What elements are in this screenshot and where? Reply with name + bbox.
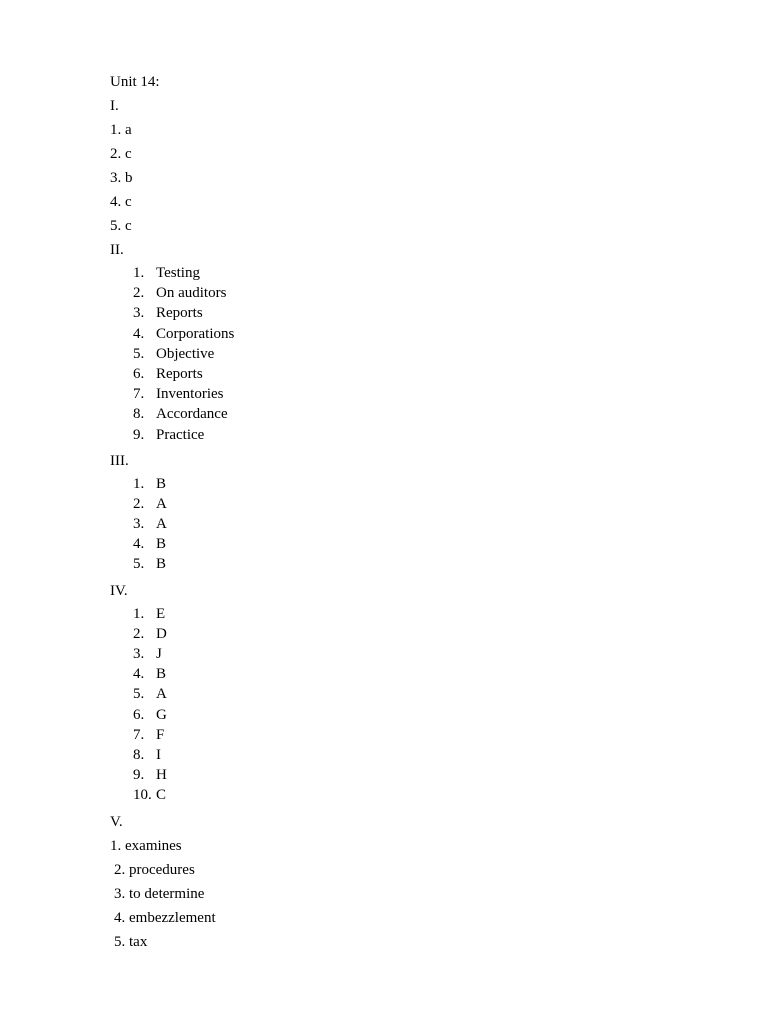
list-item <box>110 404 710 424</box>
list-text: C <box>156 787 167 804</box>
answer-line: 1. examines <box>110 837 182 854</box>
list-number: 4. <box>133 666 145 683</box>
list-text: Inventories <box>156 386 224 403</box>
answer-line: 5. c <box>110 218 132 234</box>
list-item <box>110 725 710 745</box>
answer-line: 3. to determine <box>114 885 205 902</box>
list-text: I <box>156 746 161 763</box>
list-number: 3. <box>133 516 145 533</box>
answer-line: 4. c <box>110 194 132 210</box>
list-number: 7. <box>133 386 145 403</box>
list-text: Reports <box>156 305 203 322</box>
list-text: F <box>156 726 165 743</box>
list-item <box>110 684 710 704</box>
list-number: 6. <box>133 706 145 723</box>
list-item <box>110 474 710 494</box>
list-item <box>110 303 710 323</box>
list-item <box>110 364 710 384</box>
list-text: Practice <box>156 426 205 443</box>
answer-line: 1. a <box>110 122 132 138</box>
list-number: 10. <box>133 787 152 804</box>
list-number: 9. <box>133 426 145 443</box>
list-text: Corporations <box>156 325 235 342</box>
list-item <box>110 644 710 664</box>
list-text: A <box>156 516 167 533</box>
list-text: B <box>156 666 167 683</box>
list-number: 1. <box>133 265 145 281</box>
list-number: 8. <box>133 406 145 423</box>
list-item <box>110 534 710 554</box>
list-number: 3. <box>133 305 145 322</box>
list-number: 4. <box>133 536 145 553</box>
list-item <box>110 705 710 725</box>
list-item <box>110 624 710 644</box>
list-number: 4. <box>133 325 145 342</box>
answer-line: 3. b <box>110 170 133 186</box>
list-item <box>110 745 710 765</box>
list-number: 1. <box>133 475 145 492</box>
answer-list-4 <box>110 604 710 806</box>
list-text: D <box>156 625 167 642</box>
section-heading-1: I. <box>110 98 119 114</box>
answer-line: 5. tax <box>114 933 148 950</box>
answer-line: 2. procedures <box>114 861 195 878</box>
list-number: 5. <box>133 345 145 362</box>
answer-list-3 <box>110 474 710 575</box>
list-text: B <box>156 536 167 553</box>
unit-title: Unit 14: <box>110 74 160 90</box>
list-item <box>110 664 710 684</box>
list-number: 2. <box>133 495 145 512</box>
list-item <box>110 344 710 364</box>
list-text: Testing <box>156 265 200 281</box>
list-number: 5. <box>133 556 145 573</box>
section-heading-3: III. <box>110 452 129 469</box>
section-heading-4: IV. <box>110 582 128 599</box>
list-text: Accordance <box>156 406 228 423</box>
list-text: G <box>156 706 167 723</box>
answer-list-2 <box>110 263 710 445</box>
answer-line: 2. c <box>110 146 132 162</box>
document-page <box>110 70 710 954</box>
list-text: B <box>156 556 167 573</box>
list-text: Reports <box>156 365 203 382</box>
list-text: H <box>156 767 167 784</box>
list-text: On auditors <box>156 285 227 302</box>
section-heading-2: II. <box>110 242 124 258</box>
list-text: Objective <box>156 345 215 362</box>
list-text: A <box>156 686 167 703</box>
list-item <box>110 765 710 785</box>
list-number: 3. <box>133 646 145 662</box>
list-item <box>110 494 710 514</box>
list-item <box>110 604 710 624</box>
list-item <box>110 785 710 805</box>
list-item <box>110 514 710 534</box>
list-item <box>110 263 710 283</box>
list-item <box>110 384 710 404</box>
list-text: J <box>156 646 162 662</box>
list-text: A <box>156 495 167 512</box>
list-number: 8. <box>133 746 145 763</box>
list-number: 7. <box>133 726 145 743</box>
list-item <box>110 425 710 445</box>
list-text: B <box>156 475 167 492</box>
answer-line: 4. embezzlement <box>114 909 216 926</box>
list-number: 6. <box>133 365 145 382</box>
list-number: 9. <box>133 767 145 784</box>
list-item <box>110 324 710 344</box>
section-heading-5: V. <box>110 813 123 830</box>
list-number: 2. <box>133 285 145 302</box>
list-number: 5. <box>133 686 145 703</box>
list-number: 1. <box>133 605 145 622</box>
list-item <box>110 554 710 574</box>
list-item <box>110 283 710 303</box>
list-number: 2. <box>133 625 145 642</box>
list-text: E <box>156 605 166 622</box>
